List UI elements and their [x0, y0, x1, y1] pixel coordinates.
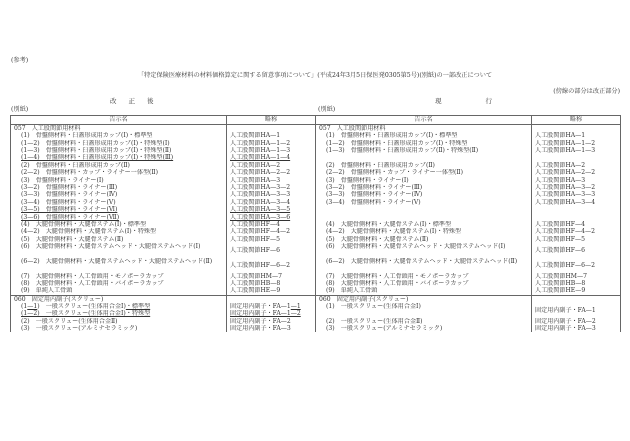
reference-note: (参考) [11, 57, 29, 64]
item-name [316, 184, 532, 191]
abbr-text: 人工股関節HF—6 [535, 246, 585, 254]
item-name [316, 140, 532, 147]
name-text: (3—3) 骨盤側材料・ライナー(Ⅳ) [326, 191, 423, 199]
item-name [11, 162, 227, 169]
item-name [11, 228, 227, 235]
section-row [316, 125, 621, 133]
section-row [316, 295, 621, 303]
name-text: (3—2) 骨盤側材料・ライナー(Ⅲ) [326, 183, 423, 191]
name-text: (4) 大腿骨側材料・大腿骨ステム(Ⅰ)・標準型 [326, 220, 452, 228]
item-name [316, 162, 532, 169]
item-abbr [532, 273, 621, 280]
table-row [11, 287, 316, 295]
abbr-text: 人工股関節HA—1—4 [230, 154, 291, 162]
name-text: (3—2) 骨盤側材料・ライナー(Ⅲ) [21, 183, 118, 191]
table-row [11, 280, 316, 287]
section-title: 057 人工股関節用材料 [11, 125, 227, 133]
name-text: (2) 骨盤側材料・臼蓋形成用カップ(Ⅱ) [326, 161, 435, 169]
abbr-text: 固定用内副子・FA—1 [535, 306, 596, 314]
name-text: (2) 骨盤側材料・臼蓋形成用カップ(Ⅱ) [21, 161, 130, 169]
item-name [11, 140, 227, 147]
item-abbr [532, 154, 621, 161]
name-text: (1—2) 骨盤側材料・臼蓋形成用カップ(Ⅰ)・特殊型(Ⅰ) [21, 139, 170, 147]
table-row [11, 206, 316, 213]
item-abbr [227, 236, 316, 243]
name-text: (1—4) 骨盤側材料・臼蓋形成用カップ(Ⅰ)・特殊型(Ⅲ) [21, 154, 174, 162]
item-abbr [227, 206, 316, 213]
abbr-text: 人工股関節HF—5 [535, 235, 585, 243]
item-abbr [227, 132, 316, 139]
abbr-text: 人工股関節HA—2 [230, 161, 281, 169]
name-text: (8) 大腿骨側材料・人工骨頭用・バイポーラカップ [326, 280, 469, 288]
table-row [11, 140, 316, 147]
section-abbr-empty [532, 295, 621, 303]
item-name [11, 325, 227, 332]
abbr-text: 人工股関節HA—2 [535, 161, 586, 169]
item-abbr [227, 214, 316, 221]
abbr-text: 人工股関節HF—4—2 [230, 228, 290, 236]
item-name [316, 214, 532, 221]
abbr-text: 人工股関節HA—1 [230, 132, 281, 140]
table-row [316, 154, 621, 161]
name-text: (7) 大腿骨側材料・人工骨頭用・モノポーラカップ [326, 272, 469, 280]
table-row [11, 243, 316, 258]
table-row [11, 258, 316, 273]
item-name [11, 199, 227, 206]
item-abbr [532, 199, 621, 206]
item-abbr [532, 236, 621, 243]
abbr-text: 人工股関節HA—3—3 [535, 191, 596, 199]
abbr-text: 人工股関節HA—3—4 [535, 198, 596, 206]
name-text: (2—2) 骨盤側材料・カップ・ライナー一体型(Ⅱ) [326, 169, 463, 177]
item-name [316, 221, 532, 228]
item-name [11, 206, 227, 213]
item-abbr [227, 310, 316, 317]
table-row [11, 318, 316, 325]
abbr-text: 人工股関節HA—3—3 [230, 191, 291, 199]
name-text: (3) 骨盤側材料・ライナー(Ⅰ) [21, 176, 104, 184]
item-abbr [227, 154, 316, 161]
current-table-body [316, 125, 621, 333]
name-prefix: (1 [21, 302, 28, 310]
item-name [316, 147, 532, 154]
table-row [316, 169, 621, 176]
table-row [316, 236, 621, 243]
abbr-text: 固定用内副子・FA—2 [535, 317, 596, 325]
section-title: 060 固定用内副子(スクリュー) [316, 295, 532, 303]
section-abbr-empty [227, 295, 316, 303]
table-row [11, 177, 316, 184]
table-row [316, 325, 621, 332]
document-title: 「特定保険医療材料の材料価格算定に関する留意事項について」(平成24年3月5日保医発0305第5号)(別紙)の一部改正について [137, 72, 493, 79]
item-name [316, 325, 532, 332]
underline-legend: (傍線の部分は改正部分) [553, 88, 620, 95]
item-abbr [532, 221, 621, 228]
abbr-text: 人工股関節HB—8 [535, 280, 586, 288]
name-text: (4) 大腿骨側材料・大腿骨ステム(Ⅰ)・標準型 [21, 220, 147, 228]
table-row [11, 169, 316, 176]
name-text: (3) 骨盤側材料・ライナー(Ⅰ) [326, 176, 409, 184]
column-header-abbr: 略称 [227, 116, 316, 125]
table-row [11, 236, 316, 243]
table-row [316, 206, 621, 213]
abbr-text: 固定用内副子・FA—1—2 [230, 310, 301, 318]
item-abbr [532, 228, 621, 235]
name-underlined-part: —1 [27, 302, 38, 310]
name-middle: ) 一般スクリュー(生体用合金Ⅰ) [37, 302, 126, 310]
item-name [316, 199, 532, 206]
name-text: (3—4) 骨盤側材料・ライナー(Ⅴ) [326, 198, 421, 206]
column-header-name: 告示名 [11, 116, 227, 125]
table-row [11, 221, 316, 228]
abbr-text: 人工股関節HA—3 [230, 176, 281, 184]
item-abbr [227, 318, 316, 325]
table-row [316, 318, 621, 325]
attachment-label-left: (別紙) [11, 106, 29, 113]
item-name [11, 236, 227, 243]
item-abbr [227, 280, 316, 287]
name-text: (1) 一般スクリュー(生体用合金Ⅰ) [326, 302, 421, 310]
item-abbr [227, 303, 316, 310]
item-name [316, 132, 532, 139]
column-header-name: 告示名 [316, 116, 532, 125]
name-text: (3) 一般スクリュー(アルミナセラミック) [21, 325, 138, 333]
section-abbr-empty [227, 125, 316, 133]
name-text: (3) 一般スクリュー(アルミナセラミック) [326, 325, 443, 333]
item-name [316, 273, 532, 280]
item-name [11, 184, 227, 191]
item-name [11, 280, 227, 287]
item-name [11, 243, 227, 258]
item-abbr [532, 140, 621, 147]
item-abbr [227, 287, 316, 295]
abbr-prefix: 固定用内副子・FA—1 [230, 302, 291, 310]
item-name [11, 221, 227, 228]
abbr-text: 人工股関節HB—8 [230, 280, 281, 288]
item-name [316, 243, 532, 258]
table-row [11, 191, 316, 198]
section-row [11, 295, 316, 303]
abbr-text: 固定用内副子・FA—3 [535, 325, 596, 333]
item-abbr [227, 191, 316, 198]
abbr-text: 人工股関節HA—1 [535, 132, 586, 140]
abbr-text: 人工股関節HA—2—2 [230, 169, 291, 177]
item-name [11, 303, 227, 310]
attachment-label-right: (別紙) [318, 106, 336, 113]
abbr-text: 人工股関節HE—9 [535, 287, 586, 295]
header-after-revision: 改正後 [110, 97, 166, 105]
table-row [316, 273, 621, 280]
table-row [11, 184, 316, 191]
abbr-text: 人工股関節HA—1—3 [230, 147, 291, 155]
item-name [11, 177, 227, 184]
item-abbr [532, 206, 621, 213]
abbr-text: 人工股関節HM—7 [535, 272, 587, 280]
name-underlined-part: ・標準型 [125, 302, 151, 310]
name-text: (1—3) 骨盤側材料・臼蓋形成用カップ(Ⅱ)・特殊型(Ⅱ) [326, 146, 479, 154]
table-row [316, 132, 621, 139]
item-abbr [532, 303, 621, 318]
item-abbr [532, 280, 621, 287]
item-abbr [532, 243, 621, 258]
abbr-text: 人工股関節HF—4 [230, 220, 280, 228]
abbr-text: 人工股関節HF—6 [230, 246, 280, 254]
abbr-text: 人工股関節HA—3—5 [230, 206, 291, 214]
column-header-abbr: 略称 [532, 116, 621, 125]
name-text: (3—5) 骨盤側材料・ライナー(Ⅵ) [21, 206, 118, 214]
item-abbr [532, 258, 621, 273]
table-row [11, 199, 316, 206]
table-row [11, 147, 316, 154]
name-text: (1—2) 骨盤側材料・臼蓋形成用カップ(Ⅰ)・特殊型 [326, 139, 468, 147]
table-row [316, 280, 621, 287]
item-name [316, 154, 532, 161]
item-abbr [227, 228, 316, 235]
name-text: (4—2) 大腿骨側材料・大腿骨ステム(Ⅰ)・特殊型 [21, 228, 157, 236]
item-name [316, 169, 532, 176]
name-text: (7) 大腿骨側材料・人工骨頭用・モノポーラカップ [21, 272, 164, 280]
item-abbr [532, 184, 621, 191]
table-row [316, 162, 621, 169]
table-row [316, 177, 621, 184]
name-text: (5) 大腿骨側材料・大腿骨ステム(Ⅱ) [21, 235, 124, 243]
item-abbr [532, 147, 621, 154]
item-name [11, 154, 227, 161]
item-name [11, 132, 227, 139]
table-row [316, 243, 621, 258]
name-text: (1) 骨盤側材料・臼蓋形成用カップ(Ⅰ)・標準型 [21, 132, 153, 140]
abbr-text: 人工股関節HA—2—2 [535, 169, 596, 177]
item-abbr [532, 325, 621, 332]
abbr-text: 人工股関節HA—1—2 [535, 139, 596, 147]
table-row [316, 303, 621, 318]
section-row [11, 125, 316, 133]
item-name [316, 191, 532, 198]
item-abbr [227, 177, 316, 184]
name-text: (6—2) 大腿骨側材料・大腿骨ステムヘッド・大腿骨ステムヘッド(Ⅱ) [326, 257, 518, 265]
abbr-text: 固定用内副子・FA—3 [230, 325, 291, 333]
name-text: (2—2) 骨盤側材料・カップ・ライナー一体型(Ⅱ) [21, 169, 158, 177]
item-abbr [227, 273, 316, 280]
item-name [316, 280, 532, 287]
abbr-text: 人工股関節HA—3—6 [230, 213, 291, 221]
item-abbr [532, 214, 621, 221]
table-row [11, 310, 316, 317]
table-row [11, 325, 316, 332]
item-abbr [532, 318, 621, 325]
abbr-text: 人工股関節HA—3 [535, 176, 586, 184]
table-row [316, 221, 621, 228]
item-name [11, 273, 227, 280]
item-name [316, 287, 532, 295]
table-row [316, 199, 621, 206]
item-name [316, 228, 532, 235]
table-row [11, 154, 316, 161]
item-abbr [227, 162, 316, 169]
name-text: (2) 一般スクリュー(生体用合金Ⅱ) [21, 317, 118, 325]
section-title: 057 人工股関節用材料 [316, 125, 532, 133]
table-row [316, 191, 621, 198]
header-current: 現行 [435, 97, 536, 105]
item-abbr [227, 184, 316, 191]
abbr-text: 人工股関節HM—7 [230, 272, 282, 280]
name-text: (1—3) 骨盤側材料・臼蓋形成用カップ(Ⅰ)・特殊型(Ⅱ) [21, 146, 172, 154]
name-text: (8) 大腿骨側材料・人工骨頭用・バイポーラカップ [21, 280, 164, 288]
abbr-text: 人工股関節HF—6—2 [535, 261, 595, 269]
section-abbr-empty [532, 125, 621, 133]
table-row [11, 303, 316, 310]
item-abbr [227, 199, 316, 206]
abbr-underlined-part: —1 [290, 302, 301, 310]
abbr-text: 人工股関節HA—1—2 [230, 139, 291, 147]
item-abbr [227, 221, 316, 228]
name-text: (1—2) 一般スクリュー(生体用合金Ⅰ)・特殊型 [21, 310, 151, 318]
abbr-text: 人工股関節HF—5 [230, 235, 280, 243]
revised-table [10, 115, 316, 332]
table-row [11, 273, 316, 280]
item-name [316, 258, 532, 273]
table-row [316, 214, 621, 221]
item-abbr [532, 191, 621, 198]
name-text: (1) 骨盤側材料・臼蓋形成用カップ(Ⅰ)・標準型 [326, 132, 458, 140]
item-name [11, 191, 227, 198]
item-name [11, 169, 227, 176]
item-abbr [227, 169, 316, 176]
item-name [11, 214, 227, 221]
item-name [316, 318, 532, 325]
item-abbr [227, 147, 316, 154]
item-name [316, 206, 532, 213]
section-title: 060 固定用内副子(スクリュー) [11, 295, 227, 303]
table-row [11, 162, 316, 169]
abbr-text: 人工股関節HF—6—2 [230, 261, 290, 269]
abbr-text: 人工股関節HF—4 [535, 220, 585, 228]
table-row [316, 228, 621, 235]
abbr-text: 人工股関節HA—3—4 [230, 198, 291, 206]
item-name [316, 177, 532, 184]
item-name [11, 258, 227, 273]
item-name [11, 287, 227, 295]
abbr-text: 人工股関節HE—9 [230, 287, 281, 295]
name-text: (4—2) 大腿骨側材料・大腿骨ステム(Ⅰ)・特殊型 [326, 228, 462, 236]
revised-table-body [11, 125, 316, 333]
item-name [316, 236, 532, 243]
item-abbr [227, 140, 316, 147]
item-abbr [532, 177, 621, 184]
item-abbr [532, 162, 621, 169]
table-row [316, 184, 621, 191]
abbr-text: 人工股関節HA—3—2 [535, 184, 596, 192]
item-name [11, 318, 227, 325]
item-name [11, 147, 227, 154]
name-text: (3—3) 骨盤側材料・ライナー(Ⅳ) [21, 191, 118, 199]
table-row [316, 140, 621, 147]
current-table [315, 115, 621, 332]
table-row [11, 132, 316, 139]
table-row [316, 147, 621, 154]
table-row [316, 287, 621, 295]
abbr-text: 固定用内副子・FA—2 [230, 317, 291, 325]
name-text: (3—4) 骨盤側材料・ライナー(Ⅴ) [21, 198, 116, 206]
abbr-text: 人工股関節HF—4—2 [535, 228, 595, 236]
table-row [11, 228, 316, 235]
item-abbr [532, 169, 621, 176]
item-name [316, 303, 532, 318]
name-text: (6—2) 大腿骨側材料・大腿骨ステムヘッド・大腿骨ステムヘッド(Ⅱ) [21, 257, 213, 265]
name-text: (5) 大腿骨側材料・大腿骨ステム(Ⅱ) [326, 235, 429, 243]
abbr-text: 人工股関節HA—3—2 [230, 184, 291, 192]
name-text: (2) 一般スクリュー(生体用合金Ⅱ) [326, 317, 423, 325]
name-text: (9) 単純人工骨頭 [326, 287, 378, 295]
item-abbr [227, 258, 316, 273]
item-abbr [227, 243, 316, 258]
table-row [11, 214, 316, 221]
item-abbr [532, 287, 621, 295]
abbr-text: 人工股関節HA—1—3 [535, 147, 596, 155]
item-abbr [532, 132, 621, 139]
item-abbr [227, 325, 316, 332]
table-row [316, 258, 621, 273]
name-text: (9) 単純人工骨頭 [21, 287, 73, 295]
item-name [11, 310, 227, 317]
name-text: (6) 大腿骨側材料・大腿骨ステムヘッド・大腿骨ステムヘッド(Ⅰ) [21, 243, 201, 251]
name-text: (3—6) 骨盤側材料・ライナー(Ⅶ) [21, 213, 120, 221]
name-text: (6) 大腿骨側材料・大腿骨ステムヘッド・大腿骨ステムヘッド(Ⅰ) [326, 243, 506, 251]
